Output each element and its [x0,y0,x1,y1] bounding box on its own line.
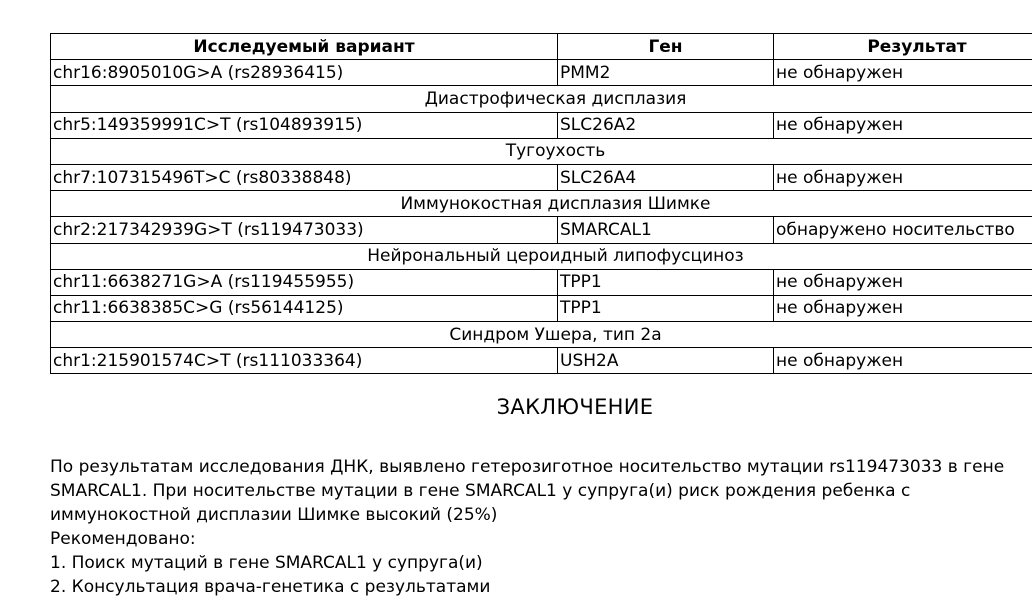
result-cell: обнаружено носительство [774,217,1032,243]
table-row [51,269,1032,295]
conclusion-title: ЗАКЛЮЧЕНИЕ [496,395,654,419]
table-row [51,295,1032,321]
variant-cell: chr5:149359991C>T (rs104893915) [51,112,558,138]
result-cell: не обнаружен [774,60,1032,86]
result-cell: не обнаружен [774,164,1032,190]
variants-table [50,33,1032,374]
section-row [51,138,1032,164]
result-cell: не обнаружен [774,112,1032,138]
variant-cell: chr2:217342939G>T (rs119473033) [51,217,558,243]
table-header [51,34,1032,60]
table-body [51,60,1032,374]
table-row [51,164,1032,190]
conclusion-line: 1. Поиск мутаций в гене SMARCAL1 у супруга(и) [50,553,483,573]
conclusion-line: 2. Консультация врача-генетика с результатами [50,577,491,597]
gene-cell: SLC26A2 [558,112,774,138]
table-row [51,60,1032,86]
section-title: Тугоухость [51,138,1032,164]
gene-cell: SMARCAL1 [558,217,774,243]
header-row [51,34,1032,60]
gene-cell: TPP1 [558,269,774,295]
table-row [51,348,1032,374]
section-title: Синдром Ушера, тип 2а [51,322,1032,348]
gene-cell: USH2A [558,348,774,374]
section-title: Нейрональный цероидный липофусциноз [51,243,1032,269]
section-row [51,191,1032,217]
conclusion-line: SMARCAL1. При носительстве мутации в гене SMARCAL1 у супруга(и) риск рождения ребенка с [50,481,911,501]
section-title: Иммунокостная дисплазия Шимке [51,191,1032,217]
column-header-gene: Ген [558,34,774,60]
table-row [51,217,1032,243]
table-row [51,112,1032,138]
gene-cell: TPP1 [558,295,774,321]
section-row [51,322,1032,348]
variant-cell: chr11:6638385C>G (rs56144125) [51,295,558,321]
result-cell: не обнаружен [774,348,1032,374]
gene-cell: PMM2 [558,60,774,86]
section-row [51,86,1032,112]
conclusion-line: По результатам исследования ДНК, выявлено гетерозиготное носительство мутации rs119473033 в гене [50,457,1005,477]
conclusion-text [50,455,1032,599]
section-title: Диастрофическая дисплазия [51,86,1032,112]
conclusion-line: Рекомендовано: [50,529,196,549]
variant-cell: chr16:8905010G>A (rs28936415) [51,60,558,86]
variant-cell: chr1:215901574C>T (rs111033364) [51,348,558,374]
result-cell: не обнаружен [774,269,1032,295]
conclusion-line: иммунокостной дисплазии Шимке высокий (25%) [50,505,498,525]
column-header-variant: Исследуемый вариант [51,34,558,60]
variant-cell: chr11:6638271G>A (rs119455955) [51,269,558,295]
gene-cell: SLC26A4 [558,164,774,190]
result-cell: не обнаружен [774,295,1032,321]
section-row [51,243,1032,269]
variant-cell: chr7:107315496T>C (rs80338848) [51,164,558,190]
column-header-result: Результат [774,34,1032,60]
